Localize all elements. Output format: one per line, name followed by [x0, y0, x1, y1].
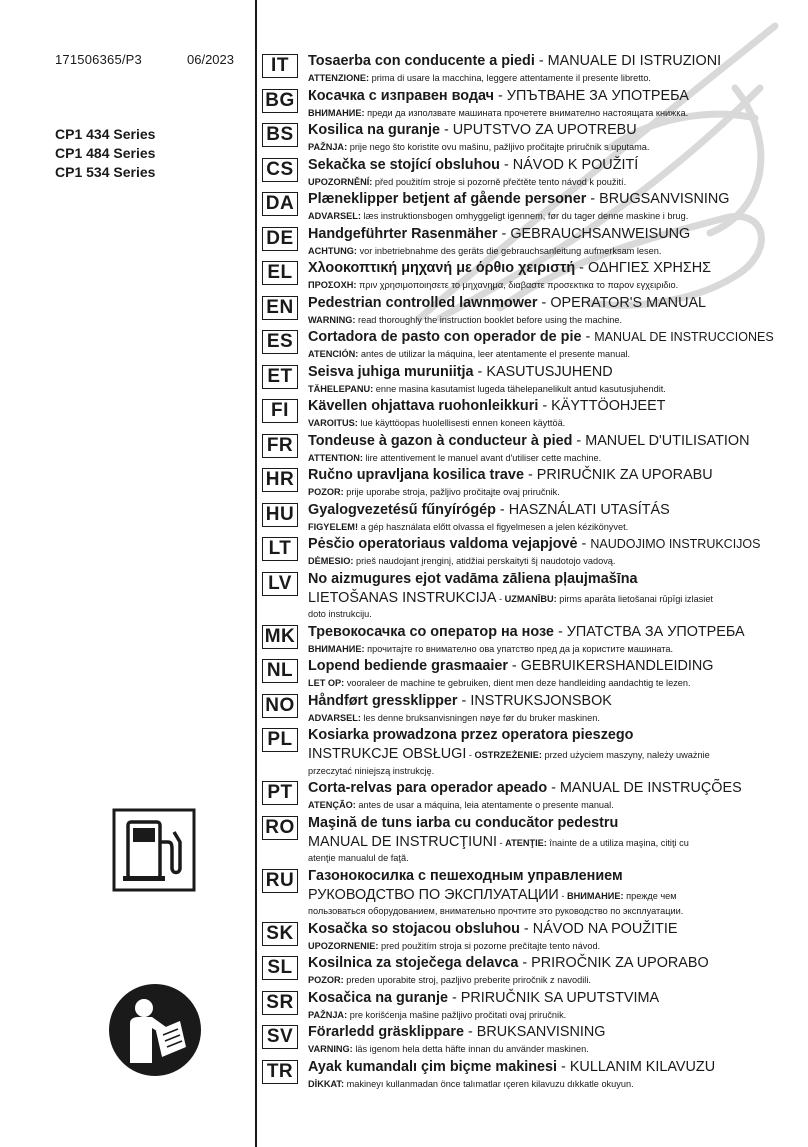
- manual-title: MANUAL DE INSTRUÇÕES: [559, 780, 742, 796]
- language-code-badge: PT: [262, 781, 298, 805]
- manual-title: HASZNÁLATI UTASÍTÁS: [508, 501, 670, 518]
- language-entry-ru: [262, 867, 802, 920]
- language-code-badge: SR: [262, 991, 298, 1015]
- language-entry-fi: [262, 397, 802, 432]
- manual-title: LIETOŠANAS INSTRUKCIJA: [308, 589, 497, 606]
- language-entry-fr: [262, 432, 802, 467]
- product-title: Sekačka se stojící obsluhou: [308, 156, 500, 173]
- title-line: Handgeführter Rasenmäher - GEBRAUCHSANWEISUNG: [308, 225, 691, 242]
- language-entry-et: [262, 363, 802, 398]
- product-title: Lopend bediende grasmaaier: [308, 658, 508, 674]
- manual-title: BRUKSANVISNING: [476, 1024, 606, 1040]
- language-list: [262, 52, 802, 1092]
- language-entry-pl: [262, 726, 802, 779]
- warning-text: pred použitím stroja si pozorne prečítajte tento návod.: [381, 940, 601, 951]
- language-code-badge: EL: [262, 261, 298, 285]
- document-number: 171506365/P3: [55, 52, 142, 67]
- language-code-badge: MK: [262, 625, 298, 649]
- language-code-badge: LV: [262, 572, 298, 596]
- warning-text: pirms aparāta lietošanai rūpīgi izlasiet: [559, 593, 713, 604]
- product-title: Pėsčio operatoriaus valdoma vejapjovė: [308, 536, 578, 552]
- warning-text: lue käyttöopas huolellisesti ennen koneen käyttöä.: [360, 418, 566, 428]
- warning-line: [308, 851, 802, 867]
- language-code-badge: SV: [262, 1025, 298, 1049]
- language-entry-nl: [262, 657, 802, 692]
- language-code-badge: LT: [262, 537, 298, 561]
- warning-label: ATENCIÓN:: [308, 349, 359, 359]
- warning-line: [308, 347, 802, 363]
- manual-title: MANUALE DI ISTRUZIONI: [547, 53, 722, 69]
- warning-text-continued: пользоваться оборудованием, внимательно прочтите это руководство по эксплуатации.: [308, 906, 684, 916]
- warning-line: [308, 607, 802, 623]
- manual-title: BRUGSANVISNING: [599, 191, 730, 207]
- warning-text: vor inbetriebnahme des geräts die gebrauchsanleitung aufmerksam lesen.: [359, 245, 662, 256]
- warning-line: [308, 973, 802, 989]
- model-name: CP1 434 Series: [55, 126, 156, 142]
- title-line: Förarledd gräsklippare - BRUKSANVISNING: [308, 1024, 606, 1040]
- warning-label: ΠΡΟΣΟΧΗ:: [308, 280, 357, 290]
- title-line: Tondeuse à gazon à conducteur à pied - MANUEL D'UTILISATION: [308, 432, 750, 449]
- warning-label: UPOZORNĚNÍ:: [308, 176, 373, 187]
- language-code-badge: FI: [262, 399, 298, 423]
- language-code-badge: BG: [262, 89, 298, 113]
- language-entry-sr: [262, 989, 802, 1024]
- manual-title: УПАТСТВА ЗА УПОТРЕБА: [566, 623, 745, 640]
- warning-label: WARNING:: [308, 314, 356, 325]
- language-entry-lt: [262, 535, 802, 570]
- warning-text: prieš naudojant įrenginį, atidžiai perskaityti šį naudotojo vadovą.: [356, 556, 616, 566]
- warning-line: [308, 244, 802, 260]
- warning-label: ВНИМАНИЕ:: [308, 643, 365, 654]
- manual-title: GEBRAUCHSANWEISUNG: [510, 225, 691, 242]
- product-title: Ayak kumandalı çim biçme makinesi: [308, 1058, 558, 1075]
- language-code-badge: FR: [262, 434, 298, 458]
- warning-line: [308, 1008, 802, 1024]
- language-entry-bg: [262, 87, 802, 122]
- product-title: Maşină de tuns iarba cu conducător pedestru: [308, 814, 619, 831]
- product-title: Ručno upravljana kosilica trave: [308, 467, 524, 483]
- language-code-badge: DA: [262, 192, 298, 216]
- language-code-badge: HR: [262, 468, 298, 492]
- product-title: Kosilnica za stoječega delavca: [308, 955, 519, 971]
- warning-text-continued: doto instrukciju.: [308, 609, 372, 619]
- manual-line: РУКОВОДСТВО ПО ЭКСПЛУАТАЦИИ - ВНИМАНИЕ: прежде чем: [308, 886, 677, 903]
- warning-text: read thoroughly the instruction booklet before using the machine.: [358, 314, 623, 325]
- title-line: [308, 726, 802, 745]
- manual-title: MANUEL D'UTILISATION: [585, 432, 750, 449]
- warning-text: преди да използвате машината прочетете внимателно настоящата книжка.: [367, 107, 689, 118]
- language-entry-bs: [262, 121, 802, 156]
- language-entry-cs: [262, 156, 802, 191]
- warning-text: les denne bruksanvisningen nøye før du bruker maskinen.: [363, 712, 600, 723]
- title-line: Kosačka so stojacou obsluhou - NÁVOD NA POUŽITIE: [308, 920, 678, 937]
- language-code-badge: ET: [262, 365, 298, 389]
- language-code-badge: ES: [262, 330, 298, 354]
- language-code-badge: CS: [262, 158, 298, 182]
- product-title: Seisva juhiga muruniitja: [308, 363, 474, 380]
- language-entry-tr: [262, 1058, 802, 1093]
- product-title: Handgeführter Rasenmäher: [308, 225, 498, 242]
- warning-line: [308, 278, 802, 294]
- language-code-badge: NO: [262, 694, 298, 718]
- warning-label: PAŽNJA:: [308, 1009, 348, 1020]
- warning-text: enne masina kasutamist lugeda tähelepanelikult antud kasutusjuhendit.: [375, 383, 666, 394]
- manual-title: INSTRUKCJE OBSŁUGI: [308, 746, 467, 762]
- warning-label: FIGYELEM!: [308, 521, 359, 532]
- manual-title: PRIROČNIK ZA UPORABO: [531, 955, 709, 971]
- warning-text: antes de usar a máquina, leia atentamente o presente manual.: [358, 800, 614, 810]
- warning-text: před použitím stroje si pozorně přečtěte tento návod k použití.: [374, 176, 627, 187]
- language-code-badge: DE: [262, 227, 298, 251]
- manual-title: KASUTUSJUHEND: [486, 363, 613, 380]
- product-title: Газонокосилка с пешеходным управлением: [308, 867, 623, 884]
- product-title: Cortadora de pasto con operador de pie: [308, 329, 582, 345]
- language-entry-no: [262, 692, 802, 727]
- product-title: Kosiarka prowadzona przez operatora pieszego: [308, 727, 634, 743]
- warning-text: prije uporabe stroja, pažljivo pročitajte ovaj priručnik.: [346, 487, 560, 497]
- title-line: Χλοοκοπτική μηχανή με όρθιο χειριστή - ΟΔΗΓΙΕΣ ΧΡΗΣΗΣ: [308, 260, 712, 276]
- manual-title: INSTRUKSJONSBOK: [470, 692, 612, 709]
- title-line: Pedestrian controlled lawnmower - OPERATOR'S MANUAL: [308, 294, 707, 311]
- warning-text: прочитајте го внимателно ова упатство пред да ја користите машината.: [367, 643, 674, 654]
- warning-label: ADVARSEL:: [308, 712, 361, 723]
- warning-line: [308, 140, 802, 156]
- warning-label: LET OP:: [308, 678, 345, 688]
- warning-label: DİKKAT:: [308, 1078, 345, 1089]
- warning-line: [308, 520, 802, 536]
- manual-title: OPERATOR'S MANUAL: [550, 294, 707, 311]
- title-line: Sekačka se stojící obsluhou - NÁVOD K POUŽITÍ: [308, 156, 639, 173]
- title-line: Kosilica na guranje - UPUTSTVO ZA UPOTREBU: [308, 122, 637, 138]
- language-code-badge: NL: [262, 659, 298, 683]
- product-title: Tosaerba con conducente a piedi: [308, 53, 535, 69]
- manual-title: NÁVOD NA POUŽITIE: [532, 920, 678, 937]
- warning-label: ATENŢIE:: [505, 837, 547, 848]
- product-title: Håndført gressklipper: [308, 692, 458, 709]
- language-code-badge: EN: [262, 296, 298, 320]
- warning-label: ATENÇÃO:: [308, 800, 356, 810]
- language-entry-el: [262, 259, 802, 294]
- warning-line: [308, 676, 802, 692]
- warning-line: [308, 416, 802, 432]
- manual-title: РУКОВОДСТВО ПО ЭКСПЛУАТАЦИИ: [308, 886, 559, 903]
- manual-title: NAUDOJIMO INSTRUKCIJOS: [590, 537, 761, 551]
- product-title: Pedestrian controlled lawnmower: [308, 294, 538, 311]
- title-line: Seisva juhiga muruniitja - KASUTUSJUHEND: [308, 363, 613, 380]
- warning-line: [308, 798, 802, 814]
- title-line: Gyalogvezetésű fűnyírógép - HASZNÁLATI UTASÍTÁS: [308, 501, 670, 518]
- warning-label: DĖMESIO:: [308, 556, 354, 566]
- manual-line: MANUAL DE INSTRUCŢIUNI - ATENŢIE: înainte de a utiliza maşina, citiţi cu: [308, 833, 689, 850]
- manual-title: MANUAL DE INSTRUCŢIUNI: [308, 833, 497, 850]
- warning-label: PAŽNJA:: [308, 142, 348, 152]
- language-entry-de: [262, 225, 802, 260]
- title-line: Kävellen ohjattava ruohonleikkuri - KÄYTTÖOHJEET: [308, 398, 666, 414]
- language-entry-hr: [262, 466, 802, 501]
- vertical-divider: [255, 0, 257, 1147]
- language-entry-mk: [262, 623, 802, 658]
- warning-label: OSTRZEŻENIE:: [474, 750, 542, 760]
- warning-text: läs igenom hela detta häfte innan du använder maskinen.: [355, 1044, 589, 1054]
- warning-line: [308, 485, 802, 501]
- product-title: Kosačica na guranje: [308, 989, 448, 1006]
- product-title: Kosačka so stojacou obsluhou: [308, 920, 520, 937]
- manual-title: УПЪТВАНЕ ЗА УПОТРЕБА: [506, 87, 689, 104]
- warning-label: ATTENZIONE:: [308, 73, 370, 83]
- language-entry-lv: [262, 570, 802, 623]
- warning-line: [308, 711, 802, 727]
- title-line: Cortadora de pasto con operador de pie - MANUAL DE INSTRUCCIONES: [308, 329, 774, 345]
- warning-line: [308, 1077, 802, 1093]
- warning-label: UPOZORNENIE:: [308, 940, 379, 951]
- title-line: Тревокосачка со оператор на нозе - УПАТСТВА ЗА УПОТРЕБА: [308, 623, 745, 640]
- warning-line: [308, 451, 802, 467]
- title-line: Pėsčio operatoriaus valdoma vejapjovė - NAUDOJIMO INSTRUKCIJOS: [308, 536, 761, 552]
- warning-text: a gép használata előtt olvassa el figyelmesen a jelen kézikönyvet.: [360, 521, 629, 532]
- manual-title: GEBRUIKERSHANDLEIDING: [520, 658, 714, 674]
- warning-label: ВНИМАНИЕ:: [308, 107, 365, 118]
- language-entry-da: [262, 190, 802, 225]
- warning-label: TÄHELEPANU:: [308, 383, 374, 394]
- warning-text: makineyı kullanmadan önce talımatlar ıçeren kilavuzu dıkkatle okuyun.: [346, 1078, 634, 1089]
- language-code-badge: IT: [262, 54, 298, 78]
- title-line: Ručno upravljana kosilica trave - PRIRUČNIK ZA UPORABU: [308, 467, 713, 483]
- title-line: Plæneklipper betjent af gående personer - BRUGSANVISNING: [308, 191, 730, 207]
- title-line: Lopend bediende grasmaaier - GEBRUIKERSHANDLEIDING: [308, 658, 714, 674]
- warning-label: UZMANĪBU:: [504, 593, 557, 604]
- warning-text: læs instruktionsbogen omhyggeligt igennem, før du tager denne maskine i brug.: [363, 211, 689, 221]
- warning-text: antes de utilizar la máquina, leer atentamente el presente manual.: [360, 349, 631, 359]
- language-code-badge: SL: [262, 956, 298, 980]
- product-title: Косачка с изправен водач: [308, 87, 494, 104]
- warning-label: POZOR:: [308, 975, 344, 985]
- language-entry-sk: [262, 920, 802, 955]
- product-title: Kosilica na guranje: [308, 122, 440, 138]
- title-line: Ayak kumandalı çim biçme makinesi - KULLANIM KILAVUZU: [308, 1058, 716, 1075]
- warning-line: [308, 175, 802, 191]
- warning-line: [308, 642, 802, 658]
- product-title: Тревокосачка со оператор на нозе: [308, 623, 554, 640]
- language-code-badge: TR: [262, 1060, 298, 1084]
- warning-text: prije nego što koristite ovu mašinu, pažljivo pročitajte priručnik s uputama.: [349, 142, 650, 152]
- warning-line: [308, 382, 802, 398]
- document-date: 06/2023: [187, 52, 234, 67]
- warning-label: VAROITUS:: [308, 418, 358, 428]
- title-line: [308, 814, 802, 833]
- product-title: Plæneklipper betjent af gående personer: [308, 191, 587, 207]
- product-title: Corta-relvas para operador apeado: [308, 780, 548, 796]
- title-line: [308, 570, 802, 589]
- warning-label: ADVARSEL:: [308, 211, 361, 221]
- model-name: CP1 484 Series: [55, 145, 156, 161]
- warning-line: [308, 106, 802, 122]
- language-entry-hu: [262, 501, 802, 536]
- manual-title: NÁVOD K POUŽITÍ: [512, 156, 639, 173]
- product-title: Tondeuse à gazon à conducteur à pied: [308, 432, 573, 449]
- manual-title: MANUAL DE INSTRUCCIONES: [594, 330, 774, 344]
- title-line: Håndført gressklipper - INSTRUKSJONSBOK: [308, 692, 612, 709]
- manual-title: UPUTSTVO ZA UPOTREBU: [452, 122, 637, 138]
- title-line: Tosaerba con conducente a piedi - MANUALE DI ISTRUZIONI: [308, 53, 722, 69]
- language-code-badge: RU: [262, 869, 298, 893]
- warning-line: [308, 209, 802, 225]
- model-list: [55, 125, 155, 182]
- warning-text: прежде чем: [626, 890, 677, 901]
- warning-text: înainte de a utiliza maşina, citiţi cu: [549, 837, 689, 848]
- warning-label: ACHTUNG:: [308, 245, 357, 256]
- product-title: No aizmugures ejot vadāma zāliena pļaujmašīna: [308, 570, 638, 587]
- warning-text-continued: atenţie manualul de faţă.: [308, 853, 409, 863]
- language-entry-es: [262, 328, 802, 363]
- product-title: Kävellen ohjattava ruohonleikkuri: [308, 398, 539, 414]
- warning-label: POZOR:: [308, 487, 344, 497]
- language-entry-it: [262, 52, 802, 87]
- title-line: Косачка с изправен водач - УПЪТВАНЕ ЗА УПОТРЕБА: [308, 87, 689, 104]
- warning-text: przed użyciem maszyny, należy uważnie: [544, 750, 710, 760]
- warning-text: lire attentivement le manuel avant d'utiliser cette machine.: [365, 452, 602, 463]
- warning-text: vooraleer de machine te gebruiken, dient men deze handleiding aandachtig te lezen.: [346, 678, 691, 688]
- manual-title: ΟΔΗΓΙΕΣ ΧΡΗΣΗΣ: [587, 260, 712, 276]
- manual-title: KÄYTTÖOHJEET: [551, 398, 666, 414]
- warning-text: πριν χρησιμοποιησετε το μηχανημα, διαβαστε προσεκτικα το παρον εγχειριδιο.: [358, 280, 679, 290]
- warning-line: [308, 1042, 802, 1058]
- manual-title: KULLANIM KILAVUZU: [569, 1058, 716, 1075]
- manual-line: LIETOŠANAS INSTRUKCIJA - UZMANĪBU: pirms aparāta lietošanai rūpīgi izlasiet: [308, 589, 713, 606]
- warning-label: VARNING:: [308, 1044, 353, 1054]
- manual-title: PRIRUČNIK SA UPUTSTVIMA: [460, 989, 660, 1006]
- title-line: Kosilnica za stoječega delavca - PRIROČNIK ZA UPORABO: [308, 955, 709, 971]
- title-line: Corta-relvas para operador apeado - MANUAL DE INSTRUÇÕES: [308, 780, 742, 796]
- warning-text-continued: przeczytać niniejszą instrukcję.: [308, 765, 435, 776]
- language-entry-sl: [262, 954, 802, 989]
- manual-title: PRIRUČNIK ZA UPORABU: [536, 467, 713, 483]
- language-code-badge: PL: [262, 728, 298, 752]
- language-code-badge: RO: [262, 816, 298, 840]
- warning-text: pre korišćenja mašine pažljivo pročitati ovaj priručnik.: [349, 1009, 567, 1020]
- warning-line: [308, 904, 802, 920]
- language-code-badge: HU: [262, 503, 298, 527]
- title-line: Kosačica na guranje - PRIRUČNIK SA UPUTSTVIMA: [308, 989, 660, 1006]
- language-code-badge: BS: [262, 123, 298, 147]
- language-entry-pt: [262, 779, 802, 814]
- title-line: [308, 867, 802, 886]
- product-title: Förarledd gräsklippare: [308, 1024, 464, 1040]
- warning-label: ВНИМАНИЕ:: [566, 890, 624, 901]
- fuel-pump-icon: [112, 808, 196, 892]
- language-code-badge: SK: [262, 922, 298, 946]
- product-title: Χλοοκοπτική μηχανή με όρθιο χειριστή: [308, 260, 576, 276]
- warning-line: [308, 554, 802, 570]
- language-entry-en: [262, 294, 802, 329]
- language-entry-ro: [262, 814, 802, 867]
- warning-label: ATTENTION:: [308, 452, 363, 463]
- warning-line: [308, 939, 802, 955]
- warning-text: preden uporabite stroj, pazljivo preberite priročnik z navodili.: [346, 975, 591, 985]
- read-manual-icon: [108, 983, 202, 1077]
- warning-text: prima di usare la macchina, leggere attentamente il presente libretto.: [371, 73, 651, 83]
- model-name: CP1 534 Series: [55, 164, 156, 180]
- language-entry-sv: [262, 1023, 802, 1058]
- warning-line: [308, 71, 802, 87]
- manual-line: INSTRUKCJE OBSŁUGI - OSTRZEŻENIE: przed użyciem maszyny, należy uważnie: [308, 746, 710, 762]
- warning-line: [308, 313, 802, 329]
- product-title: Gyalogvezetésű fűnyírógép: [308, 501, 496, 518]
- warning-line: [308, 764, 802, 780]
